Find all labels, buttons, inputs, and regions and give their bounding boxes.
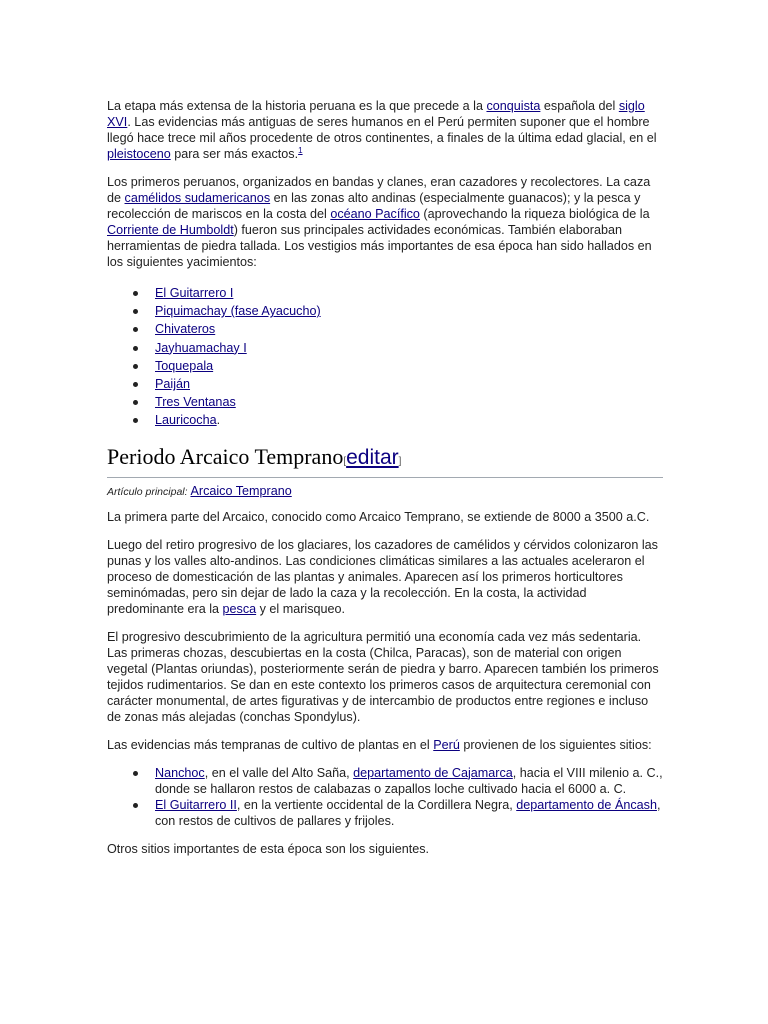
section-paragraph-1: La primera parte del Arcaico, conocido como Arcaico Temprano, se extiende de 8000 a 3500 a.C.: [107, 509, 650, 524]
section-paragraph-2: [107, 537, 663, 617]
hatnote-label: Artículo principal:: [107, 485, 188, 498]
text: Las evidencias más tempranas de cultivo de plantas en el: [107, 737, 434, 752]
list-item: [155, 302, 663, 320]
list-item: [155, 411, 663, 429]
list-item: [155, 393, 663, 411]
edit-link[interactable]: editar: [346, 445, 399, 469]
site-link[interactable]: El Guitarrero I: [155, 286, 234, 300]
edit-bracket: [: [343, 455, 347, 467]
link-oceano-pacifico[interactable]: océano Pacífico: [330, 207, 420, 221]
text: , con restos de cultivos de pallares y frijoles.: [155, 797, 661, 828]
link-el-guitarrero-ii[interactable]: El Guitarrero II: [155, 797, 237, 812]
text: , en la vertiente occidental de la Cordillera Negra,: [236, 797, 517, 812]
site-link[interactable]: Tres Ventanas: [155, 395, 236, 410]
section-paragraph-5: Otros sitios importantes de esta época son los siguientes.: [107, 841, 430, 856]
text: española del: [540, 99, 619, 113]
list-item: [155, 765, 663, 797]
text: ) fueron sus principales actividades económicas. También elaboraban herramientas de piedra tallada. Los vestigios más importantes de esa época han sido hallados en los siguientes yacimientos:: [107, 223, 652, 269]
list-item: [155, 375, 663, 393]
text: , hacia el VIII milenio a. C., donde se hallaron restos de calabazas o zapallos loche cultivado hacia el 6000 a. C.: [155, 765, 663, 796]
text: , en el valle del Alto Saña,: [204, 765, 354, 780]
section-title: Periodo Arcaico Temprano: [107, 443, 344, 469]
section-paragraph-4: [107, 737, 663, 753]
site-link[interactable]: Paiján: [155, 377, 191, 392]
link-nanchoc[interactable]: Nanchoc: [155, 765, 205, 780]
text: y el marisqueo.: [256, 601, 346, 616]
text: (aprovechando la riqueza biológica de la: [419, 207, 650, 221]
text: para ser más exactos.: [170, 147, 299, 161]
link-arcaico-temprano[interactable]: Arcaico Temprano: [190, 483, 292, 498]
text: La etapa más extensa de la historia peruana es la que precede a la: [107, 99, 487, 113]
text: . Las evidencias más antiguas de seres humanos en el Perú permiten suponer que el hombre llegó hace trece mil años procedente de otros continentes, a finales de la última edad glacial, en el: [107, 115, 657, 145]
link-corriente-humboldt[interactable]: Corriente de Humboldt: [107, 223, 234, 237]
link-conquista[interactable]: conquista: [486, 99, 541, 113]
site-link[interactable]: Piquimachay (fase Ayacucho): [155, 304, 321, 319]
site-link[interactable]: Chivateros: [155, 322, 216, 337]
list-item: [155, 320, 663, 338]
text: provienen de los siguientes sitios:: [459, 737, 652, 752]
list-item: [155, 797, 663, 829]
section-heading: [107, 444, 663, 478]
link-pleistoceno[interactable]: pleistoceno: [107, 147, 171, 161]
link-siglo-xvi[interactable]: siglo XVI: [107, 99, 645, 129]
list-item: [155, 339, 663, 357]
link-peru[interactable]: Perú: [433, 737, 460, 752]
edit-bracket: ]: [398, 455, 402, 467]
section-paragraph-3: El progresivo descubrimiento de la agricultura permitió una economía cada vez más sedentaria. Las primeras chozas, descubiertas en la costa (Chilca, Paracas), son de material con origen vegetal (Plantas oriundas), posteriormente serán de piedra y barro. Aparecen también los primeros tejidos rudimentarios. Se dan en este contexto los primeros casos de arquitectura ceremonial con carácter monumental, de artes figurativas y de intercambio de productos entre regiones e incluso de zonas más alejadas (conchas Spondylus).: [107, 629, 659, 724]
article-content: [107, 98, 663, 869]
intro-paragraph-2: [107, 174, 663, 270]
link-pesca[interactable]: pesca: [222, 601, 257, 616]
link-cajamarca[interactable]: departamento de Cajamarca: [353, 765, 513, 780]
text: en las zonas alto andinas (especialmente guanacos); y la pesca y recolección de mariscos en la costa del: [107, 191, 641, 221]
main-article-note: [107, 484, 663, 499]
site-link[interactable]: Jayhuamachay I: [155, 340, 247, 355]
edit-section: [343, 445, 402, 469]
link-camelidos[interactable]: camélidos sudamericanos: [124, 191, 271, 205]
site-link[interactable]: Toquepala: [155, 358, 214, 373]
cultivo-sites-list: [107, 765, 663, 829]
site-link[interactable]: Lauricocha: [155, 413, 217, 428]
list-item: [155, 284, 663, 302]
intro-paragraph-1: [107, 98, 663, 162]
list-item: [155, 357, 663, 375]
text: .: [216, 413, 221, 428]
link-ancash[interactable]: departamento de Áncash: [516, 797, 657, 812]
text: Los primeros peruanos, organizados en bandas y clanes, eran cazadores y recolectores. La caza de: [107, 175, 651, 205]
yacimientos-list: [107, 284, 663, 430]
reference-link[interactable]: 1: [298, 146, 303, 155]
text: Luego del retiro progresivo de los glaciares, los cazadores de camélidos y cérvidos colonizaron las punas y los valles alto-andinos. Las condiciones climáticas similares a las actuales aceleraron el proceso de domesticación de las plantas y animales. Aparecen así los primeros horticultores seminómadas, pero sin dejar de lado la caza y la recolección. En la costa, la actividad predominante era la: [107, 537, 658, 616]
